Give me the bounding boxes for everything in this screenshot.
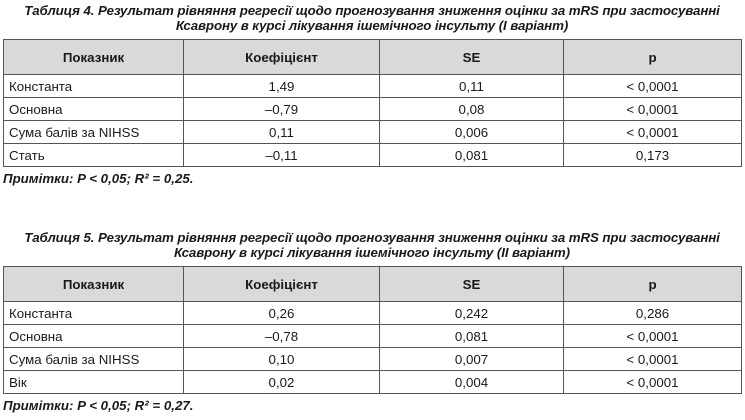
- caption-line: Таблиця 4. Результат рівняння регресії щодо прогнозування зниження оцінки за mRS при застосуванні: [24, 3, 720, 18]
- header-coefficient: Коефіцієнт: [184, 267, 380, 302]
- cell-coefficient: 0,02: [184, 371, 380, 394]
- cell-coefficient: 0,11: [184, 121, 380, 144]
- table-caption: [3, 3, 741, 33]
- table-block-4: [3, 3, 741, 186]
- regression-table-4: [3, 39, 742, 167]
- caption-line: Таблиця 5. Результат рівняння регресії щодо прогнозування зниження оцінки за mRS при застосуванні: [24, 230, 720, 245]
- cell-coefficient: 1,49: [184, 75, 380, 98]
- cell-se: 0,006: [380, 121, 564, 144]
- table-row: [4, 75, 742, 98]
- header-coefficient: Коефіцієнт: [184, 40, 380, 75]
- cell-se: 0,007: [380, 348, 564, 371]
- cell-se: 0,242: [380, 302, 564, 325]
- header-row: [4, 40, 742, 75]
- header-p: p: [564, 40, 742, 75]
- cell-indicator: Основна: [4, 98, 184, 121]
- table-note: [3, 398, 741, 413]
- header-p: p: [564, 267, 742, 302]
- cell-coefficient: –0,78: [184, 325, 380, 348]
- cell-coefficient: –0,11: [184, 144, 380, 167]
- cell-p: < 0,0001: [564, 75, 742, 98]
- header-se: SE: [380, 40, 564, 75]
- cell-p: < 0,0001: [564, 371, 742, 394]
- cell-se: 0,08: [380, 98, 564, 121]
- cell-p: < 0,0001: [564, 121, 742, 144]
- cell-coefficient: 0,26: [184, 302, 380, 325]
- header-indicator: Показник: [4, 267, 184, 302]
- table-caption: [3, 230, 741, 260]
- cell-coefficient: 0,10: [184, 348, 380, 371]
- table-row: [4, 98, 742, 121]
- note-label: Примітки:: [3, 398, 74, 413]
- cell-p: < 0,0001: [564, 325, 742, 348]
- table-block-5: [3, 230, 741, 413]
- cell-p: < 0,0001: [564, 98, 742, 121]
- note-label: Примітки:: [3, 171, 74, 186]
- caption-line: Ксаврону в курсі лікування ішемічного інсульту (I варіант): [175, 18, 569, 33]
- cell-se: 0,004: [380, 371, 564, 394]
- cell-se: 0,081: [380, 144, 564, 167]
- caption-line: Ксаврону в курсі лікування ішемічного інсульту (II варіант): [174, 245, 570, 260]
- table-row: [4, 371, 742, 394]
- cell-se: 0,081: [380, 325, 564, 348]
- table-row: [4, 121, 742, 144]
- header-indicator: Показник: [4, 40, 184, 75]
- note-text: P < 0,05; R² = 0,27.: [77, 398, 194, 413]
- table-row: [4, 302, 742, 325]
- cell-indicator: Константа: [4, 75, 184, 98]
- table-note: [3, 171, 741, 186]
- cell-indicator: Сума балів за NIHSS: [4, 121, 184, 144]
- cell-se: 0,11: [380, 75, 564, 98]
- header-se: SE: [380, 267, 564, 302]
- header-row: [4, 267, 742, 302]
- cell-p: < 0,0001: [564, 348, 742, 371]
- note-text: P < 0,05; R² = 0,25.: [77, 171, 194, 186]
- cell-indicator: Вік: [4, 371, 184, 394]
- cell-indicator: Сума балів за NIHSS: [4, 348, 184, 371]
- cell-indicator: Основна: [4, 325, 184, 348]
- cell-indicator: Константа: [4, 302, 184, 325]
- table-row: [4, 325, 742, 348]
- table-row: [4, 144, 742, 167]
- cell-p: 0,286: [564, 302, 742, 325]
- table-row: [4, 348, 742, 371]
- cell-p: 0,173: [564, 144, 742, 167]
- regression-table-5: [3, 266, 742, 394]
- cell-coefficient: –0,79: [184, 98, 380, 121]
- cell-indicator: Стать: [4, 144, 184, 167]
